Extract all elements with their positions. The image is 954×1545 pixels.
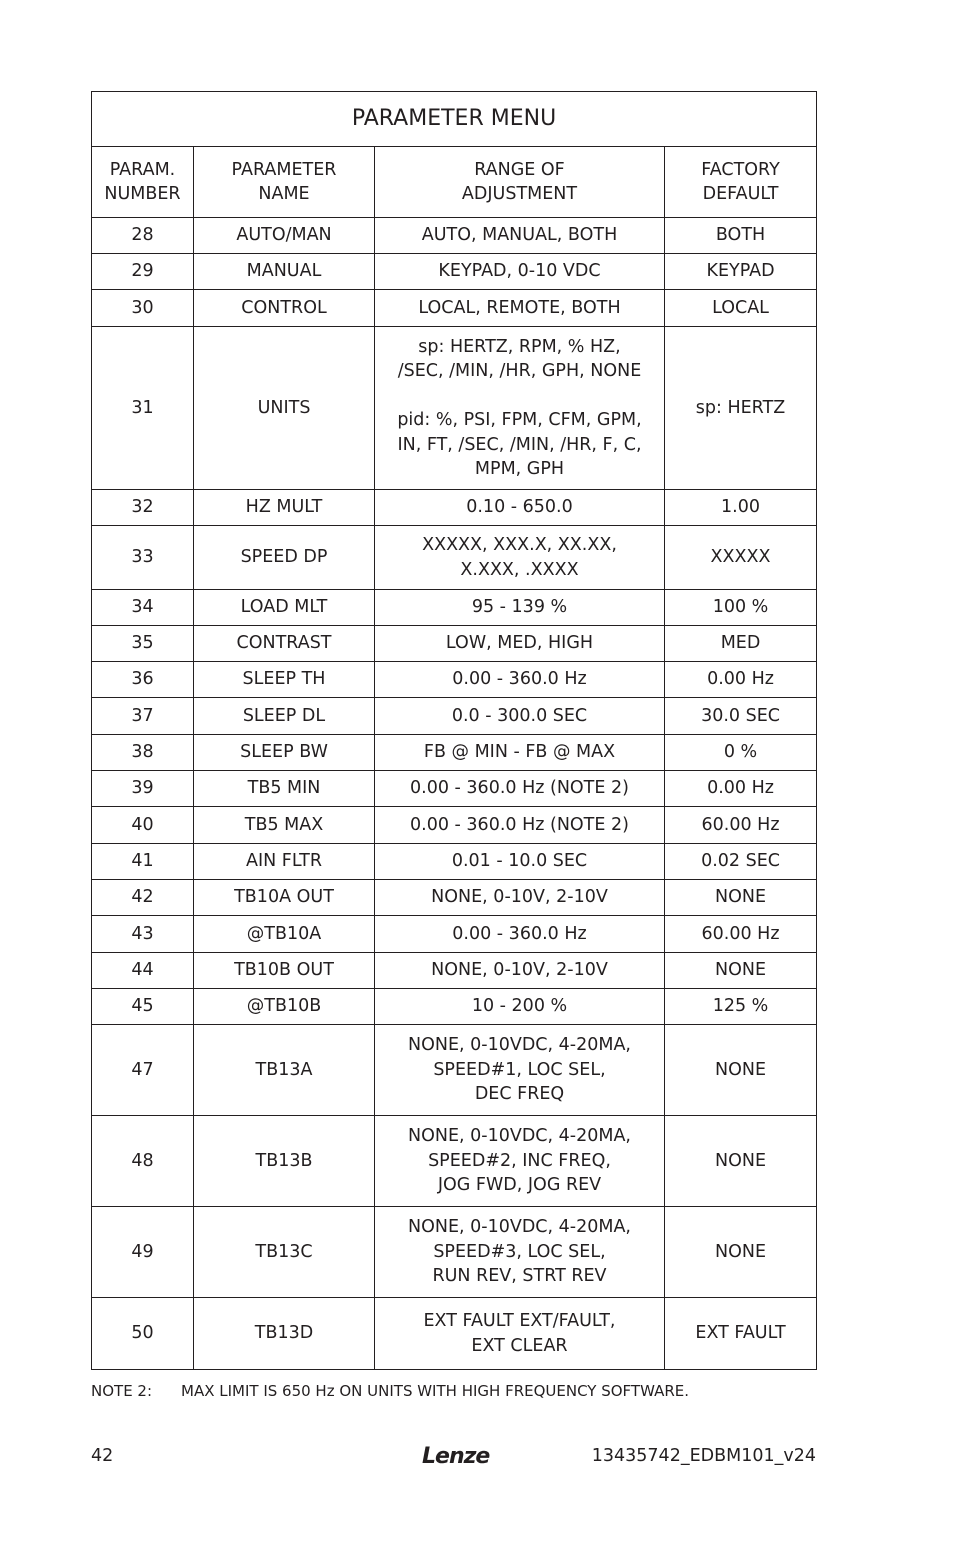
param-number-cell: 44: [92, 953, 194, 989]
column-header-range: RANGE OF ADJUSTMENT: [375, 147, 665, 218]
footnote: [91, 1381, 689, 1401]
factory-default-cell: 1.00: [665, 490, 817, 526]
range-cell: AUTO, MANUAL, BOTH: [375, 218, 665, 254]
range-cell: 0.00 - 360.0 Hz (NOTE 2): [375, 807, 665, 844]
table-row: [92, 218, 817, 254]
param-number-cell: 43: [92, 916, 194, 953]
table-row: [92, 1025, 817, 1116]
parameter-name-cell: CONTRAST: [194, 626, 375, 662]
range-cell: FB @ MIN - FB @ MAX: [375, 735, 665, 771]
parameter-name-cell: HZ MULT: [194, 490, 375, 526]
factory-default-cell: sp: HERTZ: [665, 327, 817, 490]
param-number-cell: 48: [92, 1116, 194, 1207]
table-row: [92, 771, 817, 807]
parameter-name-cell: LOAD MLT: [194, 590, 375, 626]
factory-default-cell: 60.00 Hz: [665, 916, 817, 953]
parameter-name-cell: TB10B OUT: [194, 953, 375, 989]
parameter-name-cell: UNITS: [194, 327, 375, 490]
table-row: [92, 880, 817, 916]
param-number-cell: 35: [92, 626, 194, 662]
range-cell: NONE, 0-10V, 2-10V: [375, 880, 665, 916]
factory-default-cell: 0.00 Hz: [665, 662, 817, 698]
param-number-cell: 28: [92, 218, 194, 254]
table-row: [92, 698, 817, 735]
factory-default-cell: EXT FAULT: [665, 1298, 817, 1370]
table-row: [92, 953, 817, 989]
factory-default-cell: NONE: [665, 953, 817, 989]
parameter-name-cell: SLEEP TH: [194, 662, 375, 698]
param-number-cell: 45: [92, 989, 194, 1025]
range-cell: 0.01 - 10.0 SEC: [375, 844, 665, 880]
range-cell: 0.10 - 650.0: [375, 490, 665, 526]
param-number-cell: 40: [92, 807, 194, 844]
parameter-name-cell: TB10A OUT: [194, 880, 375, 916]
range-cell: NONE, 0-10V, 2-10V: [375, 953, 665, 989]
lenze-logo: Lenze: [422, 1444, 490, 1469]
range-cell: 10 - 200 %: [375, 989, 665, 1025]
param-number-cell: 37: [92, 698, 194, 735]
factory-default-cell: NONE: [665, 1025, 817, 1116]
factory-default-cell: 60.00 Hz: [665, 807, 817, 844]
table-title: PARAMETER MENU: [92, 92, 817, 147]
param-number-cell: 50: [92, 1298, 194, 1370]
range-cell: XXXXX, XXX.X, XX.XX, X.XXX, .XXXX: [375, 526, 665, 590]
parameter-name-cell: AUTO/MAN: [194, 218, 375, 254]
range-cell: LOW, MED, HIGH: [375, 626, 665, 662]
param-number-cell: 49: [92, 1207, 194, 1298]
range-cell: 0.00 - 360.0 Hz (NOTE 2): [375, 771, 665, 807]
factory-default-cell: 125 %: [665, 989, 817, 1025]
param-number-cell: 42: [92, 880, 194, 916]
factory-default-cell: XXXXX: [665, 526, 817, 590]
table-row: [92, 526, 817, 590]
factory-default-cell: 0.00 Hz: [665, 771, 817, 807]
parameter-name-cell: AIN FLTR: [194, 844, 375, 880]
param-number-cell: 32: [92, 490, 194, 526]
page-footer: [91, 1444, 816, 1470]
parameter-menu-table: [91, 91, 817, 1370]
parameter-name-cell: SLEEP DL: [194, 698, 375, 735]
range-cell: 0.0 - 300.0 SEC: [375, 698, 665, 735]
factory-default-cell: NONE: [665, 880, 817, 916]
range-cell: LOCAL, REMOTE, BOTH: [375, 290, 665, 327]
table-row: [92, 1116, 817, 1207]
table-row: [92, 290, 817, 327]
note-label: NOTE 2:: [91, 1382, 153, 1400]
table-row: [92, 327, 817, 490]
param-number-cell: 47: [92, 1025, 194, 1116]
parameter-name-cell: TB13A: [194, 1025, 375, 1116]
table-row: [92, 626, 817, 662]
factory-default-cell: BOTH: [665, 218, 817, 254]
parameter-name-cell: MANUAL: [194, 254, 375, 290]
param-number-cell: 33: [92, 526, 194, 590]
parameter-name-cell: TB13D: [194, 1298, 375, 1370]
param-number-cell: 36: [92, 662, 194, 698]
table-row: [92, 1207, 817, 1298]
range-cell: 0.00 - 360.0 Hz: [375, 662, 665, 698]
factory-default-cell: NONE: [665, 1116, 817, 1207]
range-cell: EXT FAULT EXT/FAULT, EXT CLEAR: [375, 1298, 665, 1370]
factory-default-cell: 0 %: [665, 735, 817, 771]
parameter-name-cell: TB13B: [194, 1116, 375, 1207]
param-number-cell: 39: [92, 771, 194, 807]
parameter-name-cell: TB13C: [194, 1207, 375, 1298]
param-number-cell: 38: [92, 735, 194, 771]
note-text: MAX LIMIT IS 650 Hz ON UNITS WITH HIGH FREQUENCY SOFTWARE.: [181, 1382, 690, 1400]
param-number-cell: 34: [92, 590, 194, 626]
param-number-cell: 30: [92, 290, 194, 327]
range-cell: KEYPAD, 0-10 VDC: [375, 254, 665, 290]
table-row: [92, 844, 817, 880]
document-id: 13435742_EDBM101_v24: [591, 1446, 816, 1466]
column-header-parameter-name: PARAMETER NAME: [194, 147, 375, 218]
range-cell: 95 - 139 %: [375, 590, 665, 626]
param-number-cell: 41: [92, 844, 194, 880]
factory-default-cell: LOCAL: [665, 290, 817, 327]
table-row: [92, 662, 817, 698]
range-cell: NONE, 0-10VDC, 4-20MA, SPEED#2, INC FREQ, JOG FWD, JOG REV: [375, 1116, 665, 1207]
factory-default-cell: NONE: [665, 1207, 817, 1298]
factory-default-cell: 30.0 SEC: [665, 698, 817, 735]
table-row: [92, 490, 817, 526]
table-row: [92, 989, 817, 1025]
factory-default-cell: MED: [665, 626, 817, 662]
table-row: [92, 590, 817, 626]
range-cell: NONE, 0-10VDC, 4-20MA, SPEED#3, LOC SEL, RUN REV, STRT REV: [375, 1207, 665, 1298]
parameter-name-cell: @TB10B: [194, 989, 375, 1025]
parameter-name-cell: SLEEP BW: [194, 735, 375, 771]
factory-default-cell: 100 %: [665, 590, 817, 626]
parameter-name-cell: SPEED DP: [194, 526, 375, 590]
table-row: [92, 254, 817, 290]
param-number-cell: 31: [92, 327, 194, 490]
table-row: [92, 916, 817, 953]
range-cell: 0.00 - 360.0 Hz: [375, 916, 665, 953]
range-cell: NONE, 0-10VDC, 4-20MA, SPEED#1, LOC SEL, DEC FREQ: [375, 1025, 665, 1116]
table-row: [92, 807, 817, 844]
page-number: 42: [91, 1446, 114, 1466]
column-header-factory-default: FACTORY DEFAULT: [665, 147, 817, 218]
parameter-name-cell: TB5 MIN: [194, 771, 375, 807]
factory-default-cell: 0.02 SEC: [665, 844, 817, 880]
range-cell: sp: HERTZ, RPM, % HZ, /SEC, /MIN, /HR, GPH, NONE pid: %, PSI, FPM, CFM, GPM, IN, FT, /SEC, /MIN, /HR, F, C, MPM, GPH: [375, 327, 665, 490]
header-row: [92, 147, 817, 218]
column-header-param-number: PARAM. NUMBER: [92, 147, 194, 218]
parameter-name-cell: @TB10A: [194, 916, 375, 953]
parameter-name-cell: CONTROL: [194, 290, 375, 327]
param-number-cell: 29: [92, 254, 194, 290]
table-row: [92, 1298, 817, 1370]
parameter-name-cell: TB5 MAX: [194, 807, 375, 844]
table-row: [92, 735, 817, 771]
factory-default-cell: KEYPAD: [665, 254, 817, 290]
